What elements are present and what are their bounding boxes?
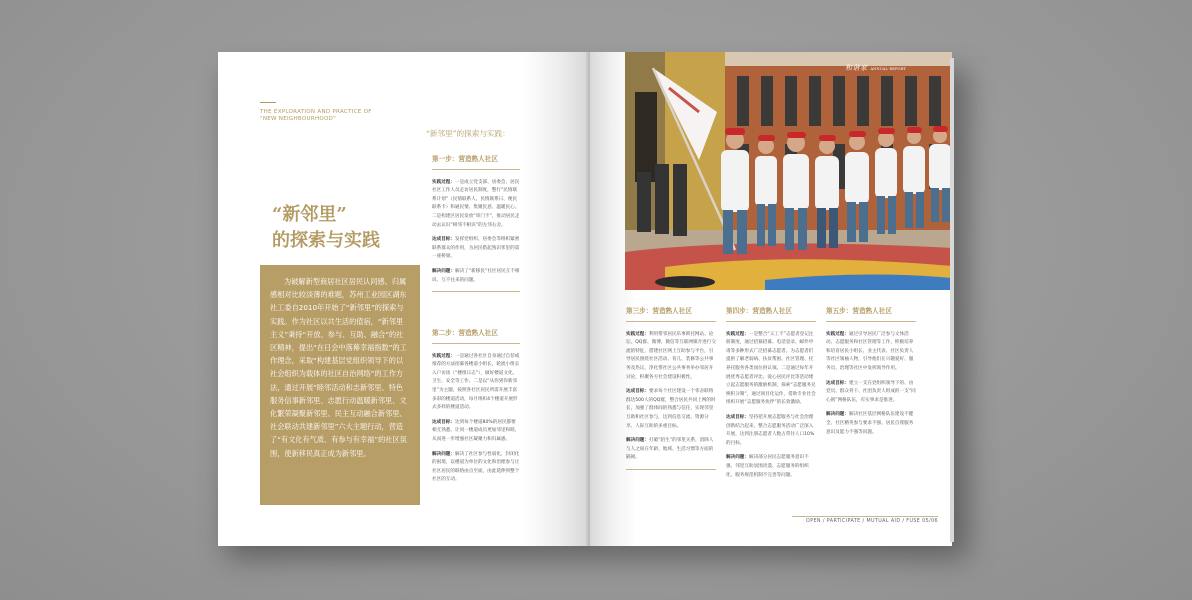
- step1-heading: 第一步：营造熟人社区: [432, 155, 498, 163]
- step4-column: [726, 307, 816, 486]
- title-rule: [260, 102, 276, 103]
- page-edge: [950, 58, 954, 542]
- intro-box: [260, 265, 420, 505]
- step5-problem: 解决问题：解决社区基层网格队伍建设不健全、社区精英参与要求不强、居民自我服务意识及能力不强等问题。: [826, 412, 914, 435]
- photo-illustration: [625, 52, 952, 290]
- main-title: [272, 202, 402, 254]
- step2-process: 实践过程：一是通过各社区自身通过自荐或推荐的方法招募各楼道小组长，轮流小组长入户访谈（“楼组日志”），做好楼道文化、卫生、安全等工作。二是以“从你到你新邻里”为主题，按照各社区居民所需开展丰富多彩的楼道活动，每月组织4个楼道开展形式多样的楼道活动。: [432, 353, 520, 411]
- page-footer: OPEN / PARTICIPATE / MUTUAL AID / FUSE 05/06: [806, 519, 938, 524]
- step3-process: 实践过程：利用帮邻居民乐事锁托网站、论坛、QQ群、微博、微信等互联网媒介进行交流的特征，搭建社区网上互助参与平台，引导居民围绕社区活动、育儿、装修等公共事务及热议，净化帮社区公共事务举办邻居开讨论，积聚各方社会建设积极性。: [626, 331, 716, 380]
- main-title-line2: 的探索与实践: [272, 230, 380, 251]
- step5-goal: 达成目标：建立一支在党组织领导下的、由党员、群众骨干、社团负责人组成的一支“同心圆”网格队伍，有实事求是推进。: [826, 380, 916, 403]
- main-title-line1: “新邻里”: [272, 204, 347, 225]
- step1-problem: 解决问题：解决了“新移民”社区居民互不相识、互不往来的问题。: [432, 268, 520, 283]
- footer-rule: [792, 516, 938, 517]
- section-title: “新邻里”的探索与实践：: [426, 129, 510, 138]
- right-page: [590, 52, 952, 546]
- parade-photo: [625, 52, 952, 290]
- masthead: 和谐家 ANNUAL REPORT: [845, 64, 906, 72]
- step3-goal: 达成目标：要求每个社区建设一个邻舍联络群达500人的QQ群，整合居民共同上网的时长，加强了群体间的熟悉与信任，实现邻里互助和社区参与，达到信息交流、资源分享、人际互助的多重目标。: [626, 389, 716, 429]
- step4-goal: 达成目标：坚持把开展志愿服务与社会治理创新结合起来，整合志愿服务活动广泛深入开展，达到注册志愿者人数占常住人口10%的目标。: [726, 414, 815, 446]
- step4-process: 实践过程：一是整合“义工卡”志愿者登记注册制度，通过招募招募、电话登录、邮件申请等多种形式广泛招募志愿者。为志愿者们提供了解老弱病、扶贫帮困、社区管理、托养托服务各类岗位供认领。二是通过每年开展优秀志愿者评比、爱心居民评比等活动建立起志愿服务的激励机制，探索“志愿服务兑换积分制”，通过项目化运作，借助专业社会组织开展“志愿服务伙伴”的长效激励。: [726, 331, 816, 406]
- step4-rule: [726, 321, 816, 322]
- step3-column: [626, 307, 716, 470]
- step1-end-rule: [432, 291, 520, 292]
- step5-column: [826, 307, 916, 443]
- step5-heading: 第五步：营造熟人社区: [826, 307, 892, 315]
- step2-goal: 达成目标：达到每个楼道80%的居民都要相互熟悉，让同一楼道成员更加邻里和睦，从而进一步增强社区凝聚力和归属感。: [432, 419, 520, 442]
- english-title: THE EXPLORATION AND PRACTICE OF "NEW NEIGHBOURHOOD": [260, 109, 372, 122]
- step3-end-rule: [626, 469, 716, 470]
- intro-text: 为破解新型商居社区居民认同感、归属感相对比较淡薄的难题，苏州工业园区湖东社工委自2010年开始了“新邻里”的探索与实践。作为社区以共生活的值宿，“新邻里主义”秉持“开放、参与、互助、融合”的社区精神，提出“在日会中落幕幸福指数”的工作理念，采取“构建基层党组织领导下的以社会组织为载体的社区自治网络”的工作方法，通过开展“睦邻活动和志新邻里、特色服务信事新邻里、志愿行动温暖新邻里、文化繁荣凝聚新邻里、民主互动融合新邻里、社会联动共建新邻里”六大主题行动，营造了“有文化有气质、有参与有幸福”的社区氛围，使新移民真正成为新邻里。: [270, 277, 407, 458]
- step2-rule: [432, 343, 520, 344]
- step2-heading: 第二步：营造熟人社区: [432, 329, 498, 337]
- step3-heading: 第三步：营造熟人社区: [626, 307, 692, 315]
- step2-problem: 解决问题：解决了社区参与性弱化、封闭化的困境，以楼道为单位的文化和治理参与让社区居民的联络由点至面，由此延伸到整个社区的互动。: [432, 451, 520, 483]
- step5-process: 实践过程：通过引导居民广泛参与文体活动、志愿服务和社区管理等工作，积极培养和培育居民小组长、业主代表、社区负责人等社区领袖人物，引导他们在兴趣爱好、服务员、治理等社区中发挥领导作用。: [826, 331, 914, 371]
- step1-goal: 达成目标：发挥党组织、居委会等组织紧密联系群众的作用，为居民搭起熟识邻里的第一座桥梁。: [432, 237, 520, 260]
- step1-process: 实践过程：一是成立党支部、居委会、居民社区工作人员走访居民制度，整行“民情联系计划”（民情联系人、民情联系日、便民联系卡）和通民情、集聚民意、温暖民心。二是构建区居民发放“串门卡”，推动居民走动去认识“相邻不相识”的左邻右舍。: [432, 179, 520, 228]
- step4-problem: 解决问题：解决部分居民志愿服务意识不强、邻里互助氛围淡漠、志愿服务的组织化、服务规范机制不完善等问题。: [726, 455, 809, 478]
- step3-problem: 解决问题：打破“陌生”的邻里关系，消除人与人之间在年龄、地域、生活习惯等方面的隔阂。: [626, 438, 714, 461]
- step4-heading: 第四步：营造熟人社区: [726, 307, 792, 315]
- step1-rule: [432, 169, 520, 170]
- step5-rule: [826, 321, 916, 322]
- step1-column: [432, 155, 520, 292]
- step2-column: [432, 329, 520, 491]
- step3-rule: [626, 321, 716, 322]
- left-page: [218, 52, 590, 546]
